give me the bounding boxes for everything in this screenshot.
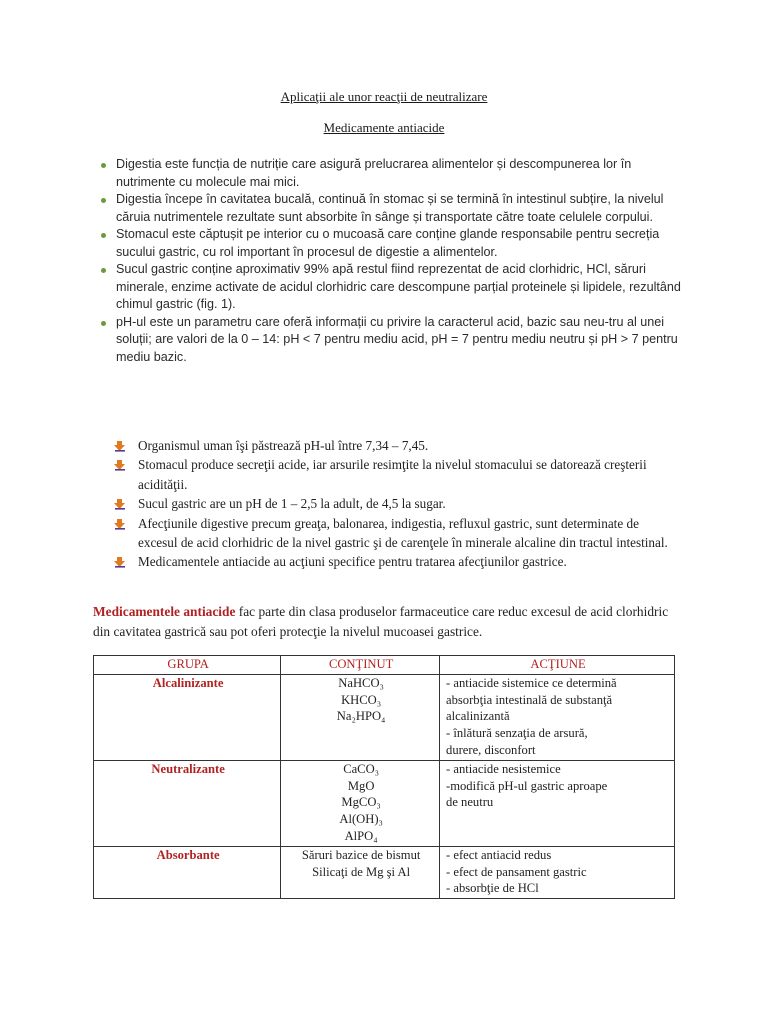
list-item: Sucul gastric conține aproximativ 99% apă restul fiind reprezentat de acid clorhidric, HCl, săruri minerale, enzime activate de acidul clorhidric care descompune parțial proteinele și lipidele, rezultând chimul gastric (fig. 1).	[98, 261, 688, 314]
list-item: Stomacul produce secreţii acide, iar arsurile resimţite la nivelul stomacului se datorează creşterii acidităţii.	[114, 455, 680, 494]
content-cell: CaCO₃ MgO MgCO₃ Al(OH)₃ AlPO₄	[281, 760, 440, 846]
antacid-table	[93, 655, 675, 899]
column-header-content: CONŢINUT	[281, 656, 440, 675]
table-row	[94, 846, 675, 898]
list-item: Sucul gastric are un pH de 1 – 2,5 la adult, de 4,5 la sugar.	[114, 494, 680, 513]
action-cell: - efect antiacid redus - efect de pansament gastric - absorbţie de HCl	[440, 846, 675, 898]
list-item: Digestia începe în cavitatea bucală, continuă în stomac și se termină în intestinul subțire, la nivelul căruia nutrimentele rezultate sunt absorbite în sânge și transportate către toate celulele corpului.	[98, 191, 688, 226]
highlight-term: Medicamentele antiacide	[93, 604, 236, 619]
group-cell: Alcalinizante	[94, 674, 281, 760]
list-item: Organismul uman îşi păstrează pH-ul între 7,34 – 7,45.	[114, 436, 680, 455]
arrow-bullet-icon	[114, 440, 126, 452]
arrow-bullet-icon	[114, 459, 126, 471]
table-header-row	[94, 656, 675, 675]
column-header-group: GRUPA	[94, 656, 281, 675]
list-item: Medicamentele antiacide au acţiuni specifice pentru tratarea afecţiunilor gastrice.	[114, 552, 680, 571]
bullet-dot-icon	[101, 198, 106, 203]
action-cell: - antiacide nesistemice -modifică pH-ul gastric aproape de neutru	[440, 760, 675, 846]
bullet-dot-icon	[101, 233, 106, 238]
bullet-dot-icon	[101, 321, 106, 326]
arrow-bullet-icon	[114, 556, 126, 568]
bullet-dot-icon	[101, 163, 106, 168]
document-subtitle: Medicamente antiacide	[323, 120, 445, 135]
arrow-bullet-icon	[114, 498, 126, 510]
table-row	[94, 674, 675, 760]
content-cell: NaHCO₃ KHCO₃ Na₂HPO₄	[281, 674, 440, 760]
ph-facts-list	[114, 436, 680, 572]
action-cell: - antiacide sistemice ce determină absorbţia intestinală de substanţă alcalinizantă - înlătură senzaţia de arsură, durere, disconfort	[440, 674, 675, 760]
document-title: Aplicaţii ale unor reacţii de neutralizare	[280, 89, 488, 104]
list-item: pH-ul este un parametru care oferă informații cu privire la caracterul acid, bazic sau neu-tru al unei soluții; are valori de la 0 – 14: pH < 7 pentru mediu acid, pH = 7 pentru mediu neutru și pH > 7 pentru mediu bazic.	[98, 314, 688, 367]
digestion-bullet-list	[98, 156, 688, 366]
antacid-intro-paragraph: Medicamentele antiacide fac parte din clasa produselor farmaceutice care reduc excesul de acid clorhidric din cavitatea gastrică sau pot oferi protecţie la nivelul mucoasei gastrice.	[93, 604, 669, 639]
list-item: Stomacul este căptușit pe interior cu o mucoasă care conține glande responsabile pentru secreția sucului gastric, cu rol important în procesul de digestie a alimentelor.	[98, 226, 688, 261]
arrow-bullet-icon	[114, 518, 126, 530]
table-row	[94, 760, 675, 846]
column-header-action: ACŢIUNE	[440, 656, 675, 675]
group-cell: Neutralizante	[94, 760, 281, 846]
list-item: Digestia este funcția de nutriție care asigură prelucrarea alimentelor și descompunerea lor în nutrimente cu molecule mai mici.	[98, 156, 688, 191]
content-cell: Săruri bazice de bismut Silicaţi de Mg şi Al	[281, 846, 440, 898]
bullet-dot-icon	[101, 268, 106, 273]
list-item: Afecţiunile digestive precum greaţa, balonarea, indigestia, refluxul gastric, sunt determinate de excesul de acid clorhidric de la nivel gastric şi de carenţele în minerale alcaline din tractul intestinal.	[114, 514, 680, 553]
group-cell: Absorbante	[94, 846, 281, 898]
